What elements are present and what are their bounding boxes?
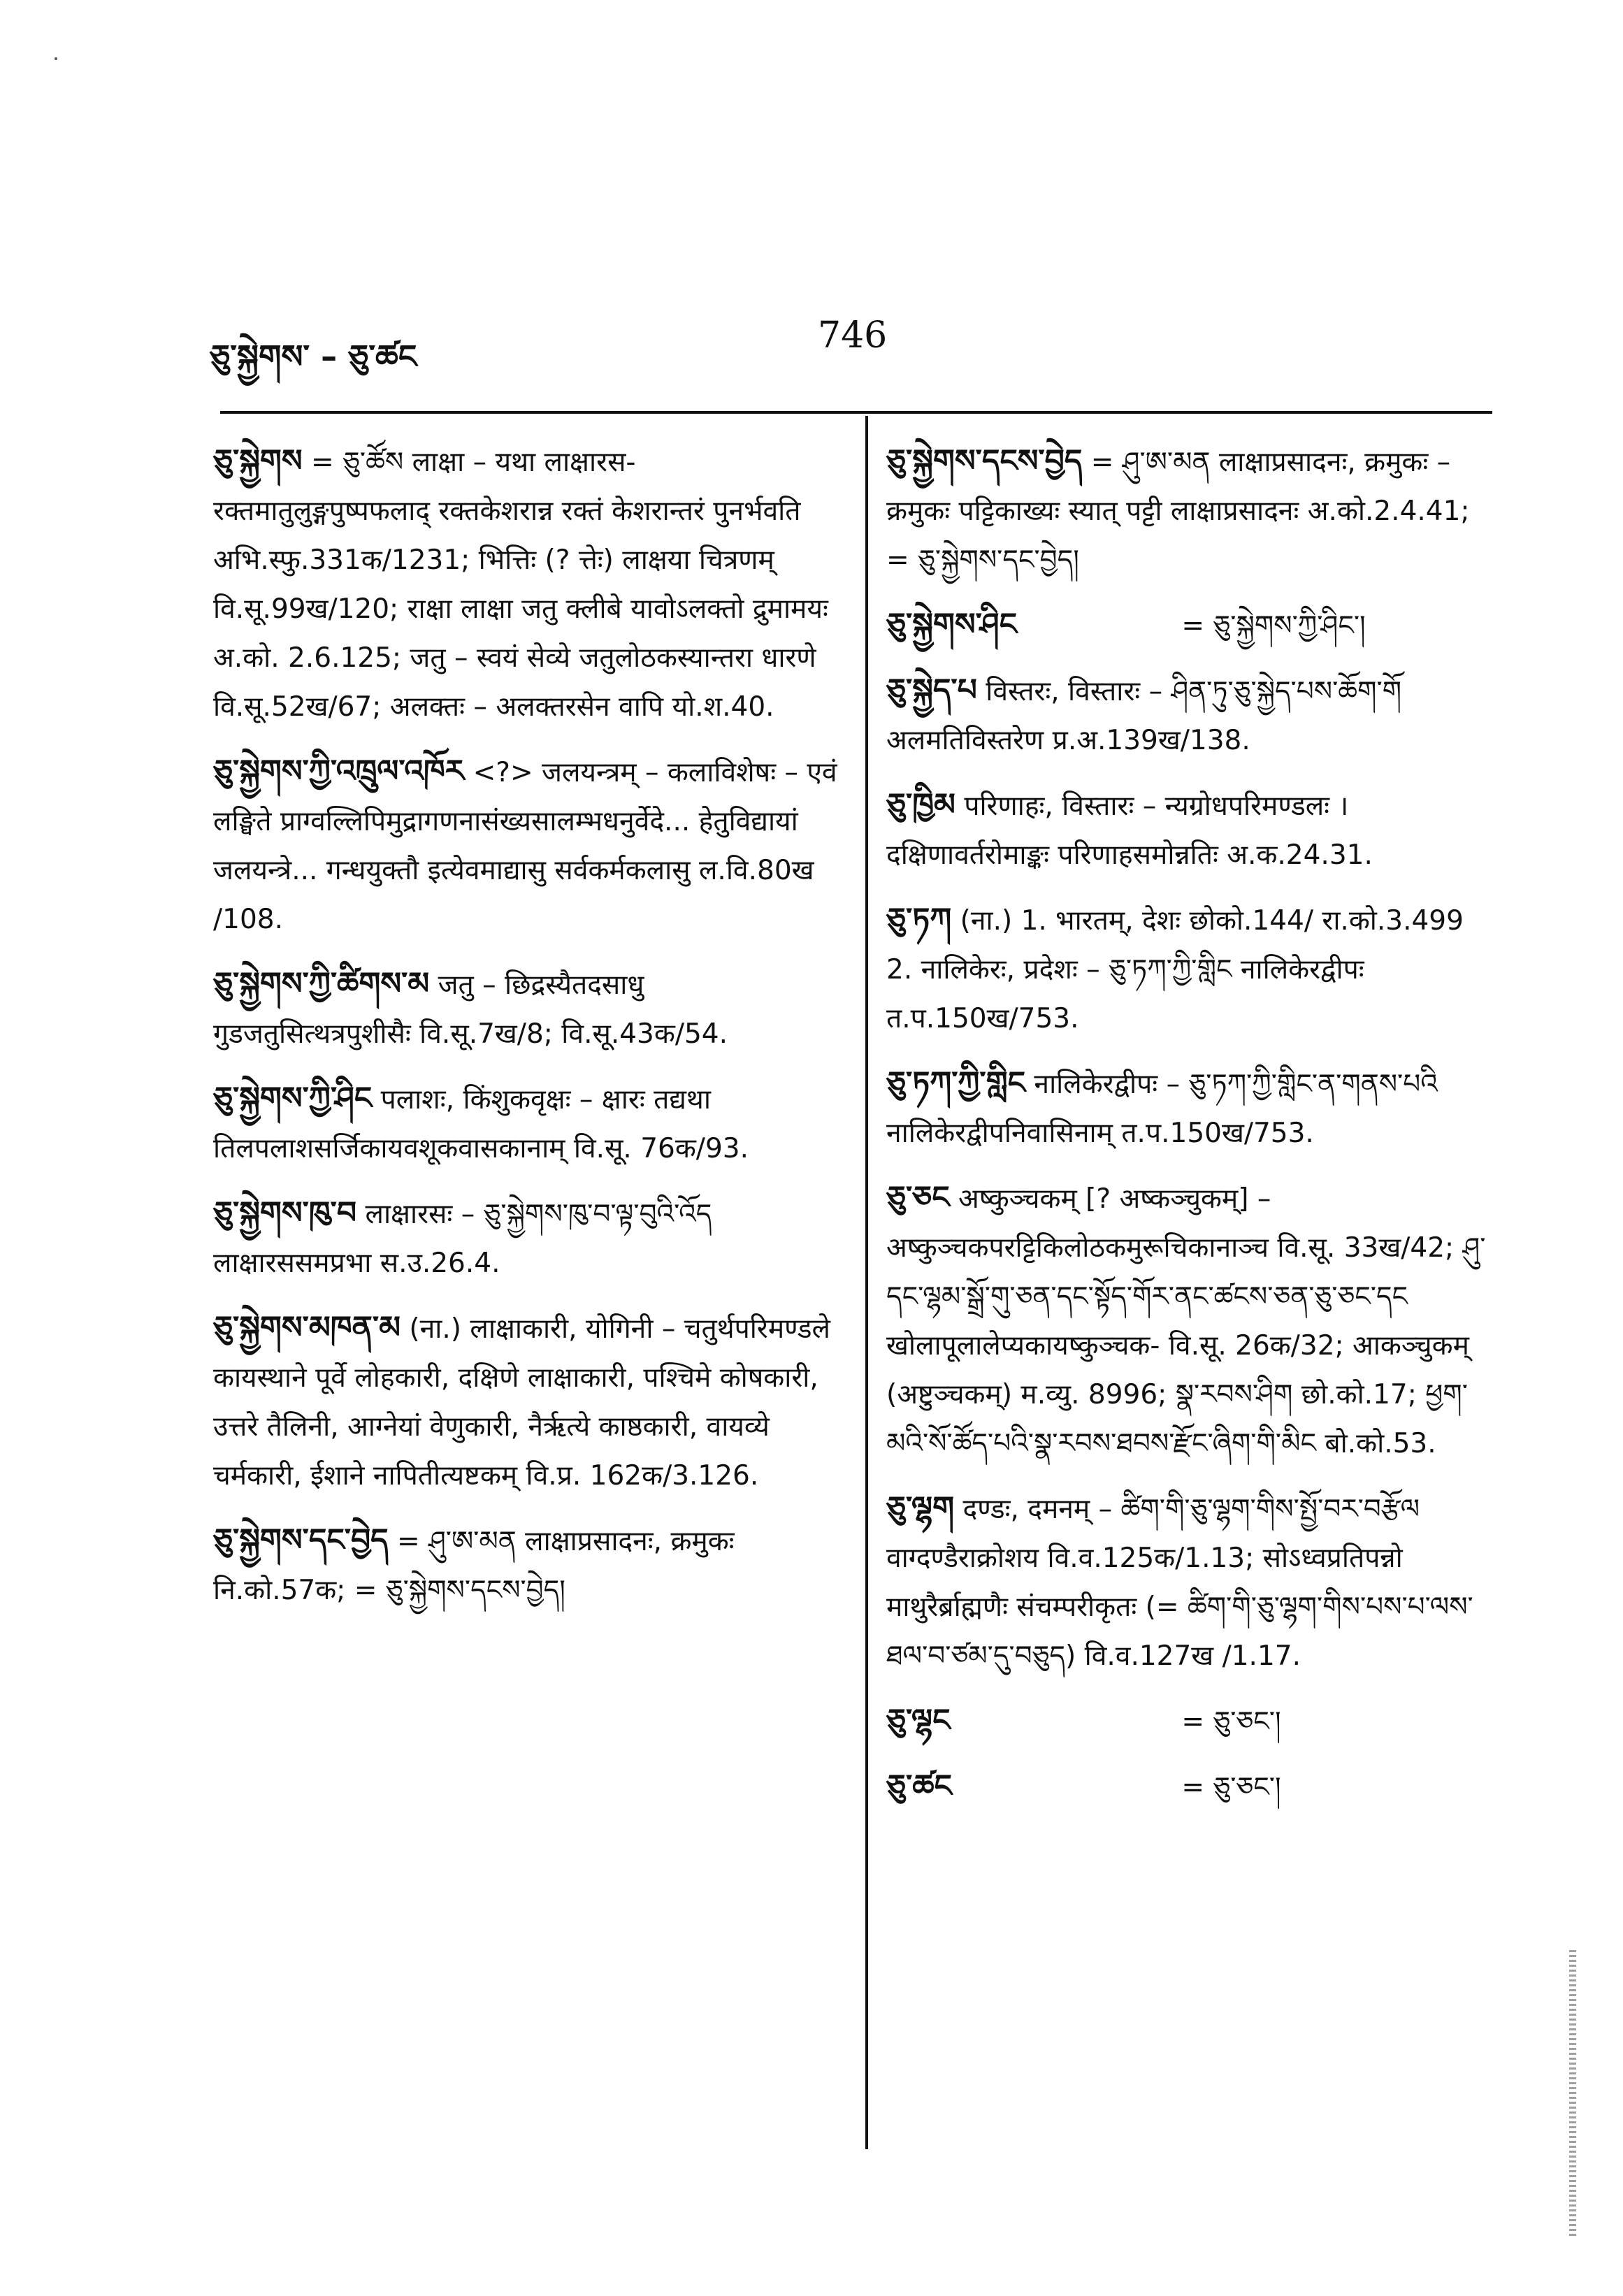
dictionary-entry: [213, 1516, 846, 1615]
entry-body: = ཤུ་ཨ་མན लाक्षाप्रसादनः, क्रमुकः नि.को.57क; = ཅུ་སྐྱེགས་དངས་བྱེད།: [213, 1526, 735, 1606]
entry-body: पलाशः, किंशुकवृक्षः – क्षारः तद्यथा तिलपलाशसर्जिकायवशूकवासकानाम् वि.सू. 76क/93.: [213, 1084, 749, 1164]
entry-headword: ཅུ་སྐྱེགས་དངས་བྱེད: [886, 443, 1083, 479]
entry-body: विस्तरः, विस्तारः – ཤིན་ཏུ་ཅུ་སྐྱེད་པས་ཆོག་གོ अलमतिविस्तरेण प्र.अ.139ख/138.: [886, 676, 1402, 756]
right-column: [886, 437, 1494, 1828]
dictionary-entry: [886, 666, 1494, 765]
dictionary-entry: [886, 1484, 1494, 1681]
dictionary-entry: [886, 895, 1494, 1044]
dictionary-entry: [213, 1074, 846, 1174]
dictionary-entry: [886, 1174, 1494, 1468]
entry-body: जतु – छिद्रस्यैतदसाधु गुडजतुसित्थत्रपुशीसैः वि.सू.7ख/8; वि.सू.43क/54.: [213, 969, 728, 1050]
entry-body: = ཤུ་ཨ་མན लाक्षाप्रसादनः, क्रमुकः – क्रमुकः पट्टिकाख्यः स्यात् पट्टी लाक्षाप्रसादनः अ.को.2.4.41; = ཅུ་སྐྱེགས་དང་བྱེད།: [886, 447, 1470, 576]
page-header: [210, 301, 1492, 384]
entry-body: दण्डः, दमनम् – ཚིག་གི་ཅུ་ལྷག་གིས་སྤྱོ་བར་བརྩོལ वाग्दण्डैराक्रोशय वि.व.125क/1.13; सोऽध्वप्रतिपन्नो माथुरैर्ब्राह्मणैः संचम्परीकृतः (= ཚིག་གི་ཅུ་ལྷག་གིས་པས་པ་ལས་ཐལ་བ་ཙམ་དུ་བཅུད) वि.व.127ख /1.17.: [886, 1494, 1473, 1672]
entry-headword: ཅུ་ཏཀ་ཀྱི་གླིང: [886, 1065, 1026, 1101]
entry-body: = ཅུ་ཅང་།: [1181, 1772, 1281, 1803]
entry-headword: ཅུ་སྐྱེགས་ཀྱི་འཁྲུལ་འཁོར: [213, 753, 465, 789]
dictionary-entry: [886, 1696, 1494, 1747]
entry-headword: ཅུ་སྐྱེགས་ཤིང: [886, 607, 1017, 642]
entry-body: = ཅུ་ཚོས लाक्षा – यथा लाक्षारस-रक्तमातुलुङ्गपुष्पफलाद् रक्तकेशरान्न रक्तं केशरान्तरं पुनर्भवति अभि.स्फु.331क/1231; भित्तिः (? त्तेः) लाक्षया चित्रणम् वि.सू.99ख/120; राक्षा लाक्षा जतु क्लीबे यावोऽलक्तो द्रुमामयः अ.को. 2.6.125; जतु – स्वयं सेव्ये जतुलोठकस्यान्तरा धारणे वि.सू.52ख/67; अलक्तः – अलक्तरसेन वापि यो.श.40.: [213, 447, 828, 723]
dictionary-entry: [886, 437, 1494, 585]
entry-body: <?> जलयन्त्रम् – कलाविशेषः – एवं लङ्घिते प्राग्वल्लिपिमुद्रागणनासंख्यसालम्भधनुर्वेदे... हेतुविद्यायां जलयन्त्रे... गन्धयुक्तौ इत्येवमाद्यासु सर्वकर्मकलासु ल.वि.80ख /108.: [213, 757, 837, 935]
entry-body: लाक्षारसः – ཅུ་སྐྱེགས་ཁུ་བ་ལྟ་བུའི་འོད लाक्षारससमप्रभा स.उ.26.4.: [213, 1199, 712, 1279]
entry-headword: ཅུ་སྐྱེགས: [213, 443, 303, 479]
scan-edge-artifact: [1569, 1950, 1576, 2237]
entry-body: परिणाहः, विस्तारः – न्यग्रोधपरिमण्डलः । दक्षिणावर्तरोमाङ्कः परिणाहसमोन्नतिः अ.क.24.31.: [886, 790, 1373, 871]
running-head: ཅུ་སྐྱེགས་ – ཅུ་ཚང: [210, 338, 417, 375]
dictionary-entry: [886, 1762, 1494, 1812]
dictionary-entry: [213, 437, 846, 732]
page-number: 746: [818, 315, 888, 356]
scan-speck: [55, 57, 57, 60]
dictionary-entry: [886, 1059, 1494, 1158]
entry-headword: ཅུ་སྐྱེགས་ཁུ་བ: [213, 1195, 357, 1231]
header-rule: [220, 411, 1492, 414]
entry-headword: ཅུ་སྐྱེགས་ཀྱི་ཚིགས་མ: [213, 966, 430, 1002]
column-divider: [865, 416, 868, 2149]
dictionary-entry: [886, 600, 1494, 651]
entry-body: (ना.) 1. भारतम्, देशः छोको.144/ रा.को.3.499 2. नालिकेरः, प्रदेशः – ཅུ་ཏཀ་ཀྱི་གླིང नालिकेरद्वीपः त.प.150ख/753.: [886, 905, 1464, 1034]
dictionary-entry: [213, 747, 846, 944]
entry-headword: ཅུ་སྐྱེད་པ: [886, 672, 977, 708]
entry-body: = ཅུ་ཅང་།: [1181, 1706, 1281, 1738]
entry-headword: ཅུ་ལྷག: [886, 1490, 955, 1526]
entry-headword: ཅུ་སྐྱེགས་ཀྱི་ཤིང: [213, 1081, 373, 1116]
entry-headword: ཅུ་སྐྱེགས་དང་བྱེད: [213, 1522, 389, 1558]
entry-body: नालिकेरद्वीपः – ཅུ་ཏཀ་ཀྱི་གླིང་ན་གནས་པའི नालिकेरद्वीपनिवासिनाम् त.प.150ख/753.: [886, 1069, 1438, 1149]
dictionary-entry: [213, 1189, 846, 1288]
entry-headword: ཅུ་སྐྱེགས་མཁན་མ: [213, 1310, 401, 1345]
left-column: [213, 437, 846, 1631]
dictionary-entry: [213, 960, 846, 1059]
dictionary-entry: [886, 781, 1494, 880]
entry-body: (ना.) लाक्षाकारी, योगिनी – चतुर्थपरिमण्डले कायस्थाने पूर्वे लोहकारी, दक्षिणे लाक्षाकारी, पश्चिमे कोषकारी, उत्तरे तैलिनी, आग्नेयां वेणुकारी, नैर्ऋत्ये काष्ठकारी, वायव्ये चर्मकारी, ईशाने नापितीत्यष्टकम् वि.प्र. 162क/3.126.: [213, 1313, 830, 1492]
entry-headword: ཅུ་ཏཀ: [886, 902, 952, 937]
entry-headword: ཅུ་ཚང: [886, 1768, 952, 1804]
entry-body: अष्कुञ्चकम् [? अष्कञ्चुकम्] – अष्कुञ्चकपरट्टिकिलोठकमुरूचिकानाञ्च वि.सू. 33ख/42; ཤུ་དང་ལྷམ་སྒྲོ་གུ་ཅན་དང་སྟོད་གོར་ནང་ཚངས་ཅན་ཅུ་ཅང་དང खोलापूलालेप्यकायष्कुञ्चक- वि.सू. 26क/32; आकञ्चुकम् (अष्टुञ्चकम्) म.व्यु. 8996; སྣ་རབས་ཤིག छो.को.17; ཕྱག་མའི་སོ་ཚོད་པའི་སྣ་རབས་ཐབས་རྫོང་ཞིག་གི་མིང बो.को.53.: [886, 1183, 1486, 1459]
entry-body: = ཅུ་སྐྱེགས་ཀྱི་ཤིང་།: [1181, 610, 1366, 642]
entry-headword: ཅུ་ལྷང: [886, 1703, 951, 1738]
entry-headword: ཅུ་ཅང: [886, 1180, 950, 1215]
entry-headword: ཅུ་ཁྱིམ: [886, 787, 955, 823]
dictionary-entry: [213, 1304, 846, 1501]
